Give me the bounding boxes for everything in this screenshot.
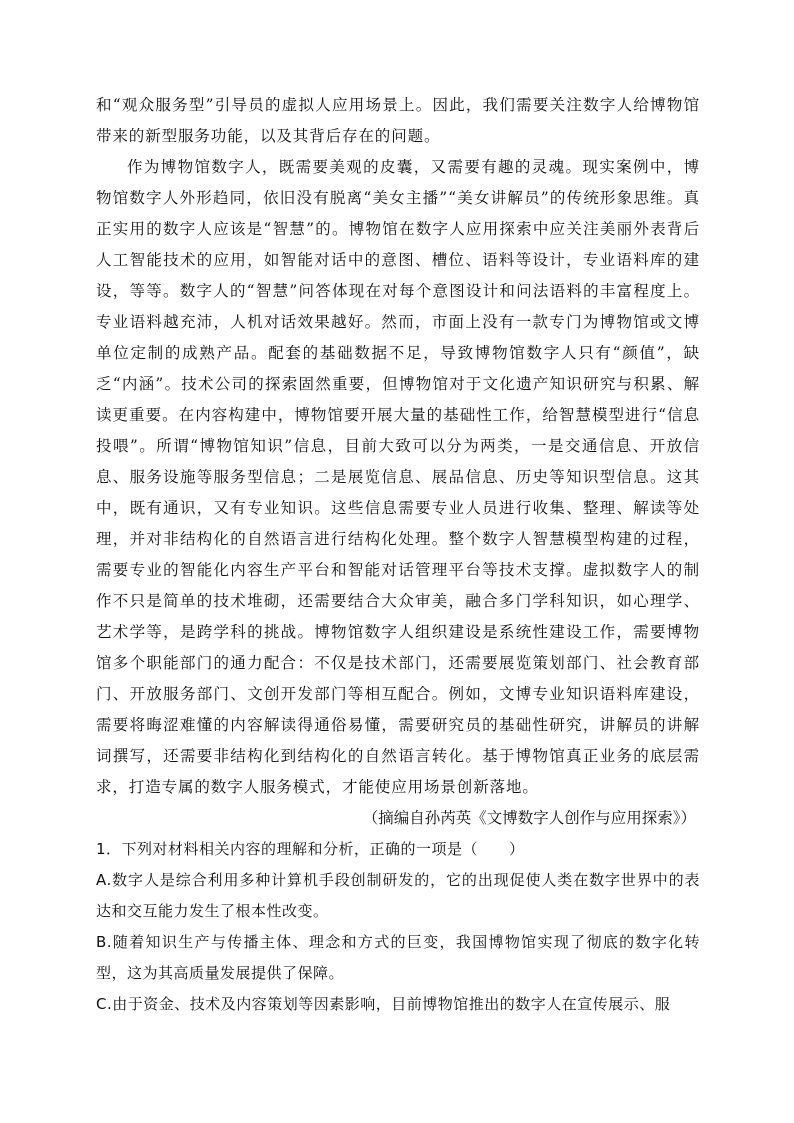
question-1 (96, 834, 700, 1020)
reading-passage (96, 90, 700, 803)
option-c: C.由于资金、技术及内容策划等因素影响，目前博物馆推出的数字人在宣传展示、服 (96, 995, 671, 1013)
question-stem: 1．下列对材料相关内容的理解和分析，正确的一项是（ ） (96, 840, 525, 858)
option-b: B.随着知识生产与传播主体、理念和方式的巨变，我国博物馆实现了彻底的数字化转型，这为其高质量发展提供了保障。 (96, 933, 700, 982)
option-a: A.数字人是综合利用多种计算机手段创制研发的，它的出现促使人类在数字世界中的表达和交互能力发生了根本性改变。 (96, 871, 700, 920)
page-content (96, 90, 700, 1020)
passage-paragraph-2: 作为博物馆数字人，既需要美观的皮囊，又需要有趣的灵魂。现实案例中，博物馆数字人外形趋同，依旧没有脱离“美女主播”“美女讲解员”的传统形象思维。真正实用的数字人应该是“智慧”的。博物馆在数字人应用探索中应关注美丽外表背后人工智能技术的应用，如智能对话中的意图、槽位、语料等设计，专业语料库的建设，等等。数字人的“智慧”问答体现在对每个意图设计和问法语料的丰富程度上。专业语料越充沛，人机对话效果越好。然而，市面上没有一款专门为博物馆或文博单位定制的成熟产品。配套的基础数据不足，导致博物馆数字人只有“颜值”，缺乏“内涵”。技术公司的探索固然重要，但博物馆对于文化遗产知识研究与积累、解读更重要。在内容构建中，博物馆要开展大量的基础性工作，给智慧模型进行“信息投喂”。所谓“博物馆知识”信息，目前大致可以分为两类，一是交通信息、开放信息、服务设施等服务型信息；二是展览信息、展品信息、历史等知识型信息。这其中，既有通识，又有专业知识。这些信息需要专业人员进行收集、整理、解读等处理，并对非结构化的自然语言进行结构化处理。整个数字人智慧模型构建的过程，需要专业的智能化内容生产平台和智能对话管理平台等技术支撑。虚拟数字人的制作不只是简单的技术堆砌，还需要结合大众审美，融合多门学科知识，如心理学、艺术学等，是跨学科的挑战。博物馆数字人组织建设是系统性建设工作，需要博物馆多个职能部门的通力配合：不仅是技术部门，还需要展览策划部门、社会教育部门、开放服务部门、文创开发部门等相互配合。例如，文博专业知识语料库建设，需要将晦涩难懂的内容解读得通俗易懂，需要研究员的基础性研究，讲解员的讲解词撰写，还需要非结构化到结构化的自然语言转化。基于博物馆真正业务的底层需求，打造专属的数字人服务模式，才能使应用场景创新落地。 (96, 158, 700, 796)
passage-paragraph-1: 和“观众服务型”引导员的虚拟人应用场景上。因此，我们需要关注数字人给博物馆带来的新型服务功能，以及其背后存在的问题。 (96, 96, 700, 145)
passage-source-citation: （摘编自孙芮英《文博数字人创作与应用探索》） (362, 809, 696, 827)
